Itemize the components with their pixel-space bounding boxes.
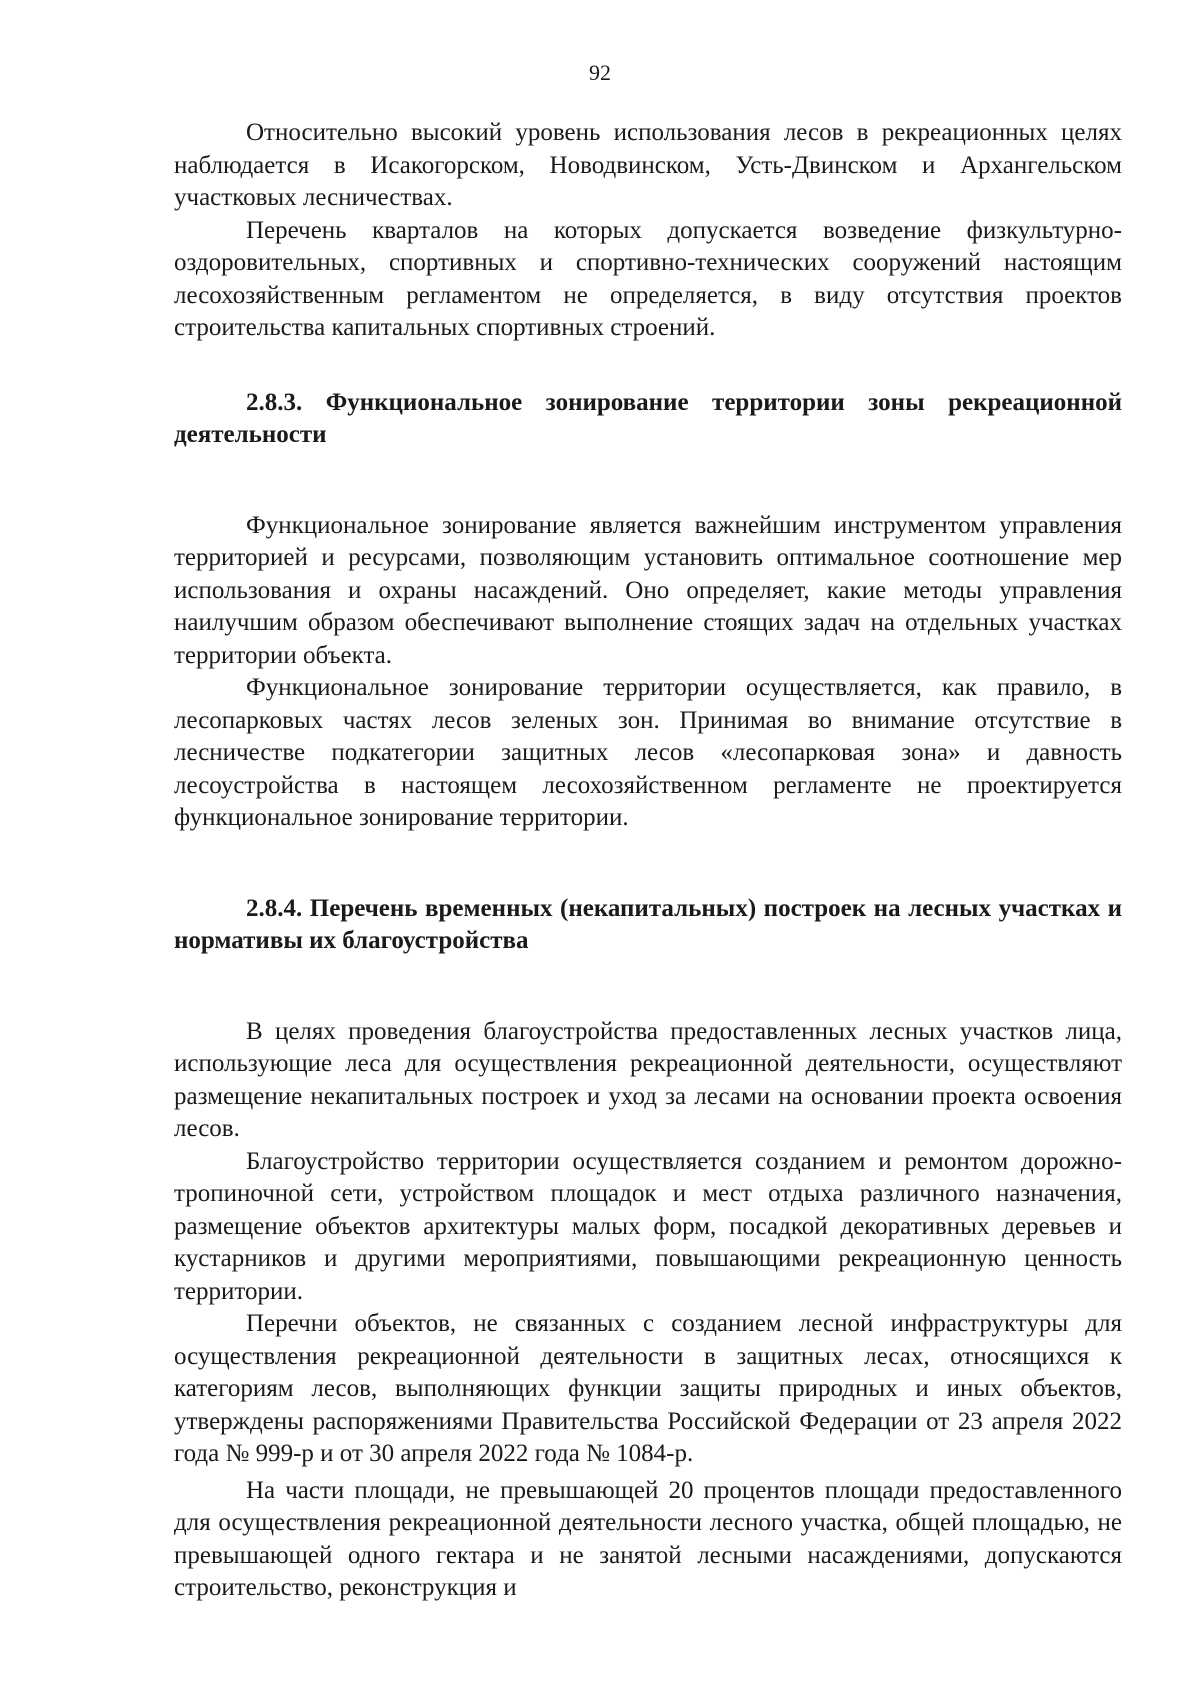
paragraph-zoning-implementation: Функциональное зонирование территории осуществляется, как правило, в лесопарковых частях лесов зеленых зон. Принимая во внимание отсутствие в лесничестве подкатегории защитных лесов «лесопарковая зона» и давность лесоустройства в настоящем лесохозяйственном регламенте не проектируется функциональное зонирование территории. (174, 674, 1122, 831)
paragraph-landscaping-methods: Благоустройство территории осуществляется созданием и ремонтом дорожно-тропиночной сети, устройством площадок и мест отдыха различного назначения, размещение объектов архитектуры малых форм, посадкой декоративных деревьев и кустарников и другими мероприятиями, повышающими рекреационную ценность территории. (174, 1147, 1122, 1305)
paragraph-government-orders: Перечни объектов, не связанных с созданием лесной инфраструктуры для осуществления рекреационной деятельности в защитных лесах, относящихся к категориям лесов, выполняющих функции защиты природных и иных объектов, утверждены распоряжениями Правительства Российской Федерации от 23 апреля 2022 года № 999-р и от 30 апреля 2022 года № 1084-р. (174, 1310, 1122, 1467)
page-content (174, 117, 1122, 1605)
section-heading-2-8-3: 2.8.3. Функциональное зонирование территории зоны рекреационной деятельности (174, 388, 1122, 448)
paragraph-area-limit: На части площади, не превышающей 20 процентов площади предоставленного для осуществления рекреационной деятельности лесного участка, общей площадью, не превышающей одного гектара и не занятой лесными насаждениями, допускаются строительство, реконструкция и (174, 1476, 1122, 1601)
paragraph-landscaping-purpose: В целях проведения благоустройства предоставленных лесных участков лица, использующие леса для осуществления рекреационной деятельности, осуществляют размещение некапитальных построек и уход за лесами на основании проекта освоения лесов. (174, 1017, 1122, 1142)
paragraph-recreation-level: Относительно высокий уровень использования лесов в рекреационных целях наблюдается в Исакогорском, Новодвинском, Усть-Двинском и Архангельском участковых лесничествах. (174, 119, 1122, 211)
section-heading-2-8-4: 2.8.4. Перечень временных (некапитальных) построек на лесных участках и нормативы их благоустройства (174, 894, 1122, 954)
page-number: 92 (589, 60, 611, 85)
paragraph-quarters-list: Перечень кварталов на которых допускается возведение физкультурно-оздоровительных, спортивных и спортивно-технических сооружений настоящим лесохозяйственным регламентом не определяется, в виду отсутствия проектов строительства капитальных спортивных строений. (174, 216, 1122, 341)
paragraph-zoning-definition: Функциональное зонирование является важнейшим инструментом управления территорией и ресурсами, позволяющим установить оптимальное соотношение мер использования и охраны насаждений. Оно определяет, какие методы управления наилучшим образом обеспечивают выполнение стоящих задач на отдельных участках территории объекта. (174, 511, 1122, 669)
